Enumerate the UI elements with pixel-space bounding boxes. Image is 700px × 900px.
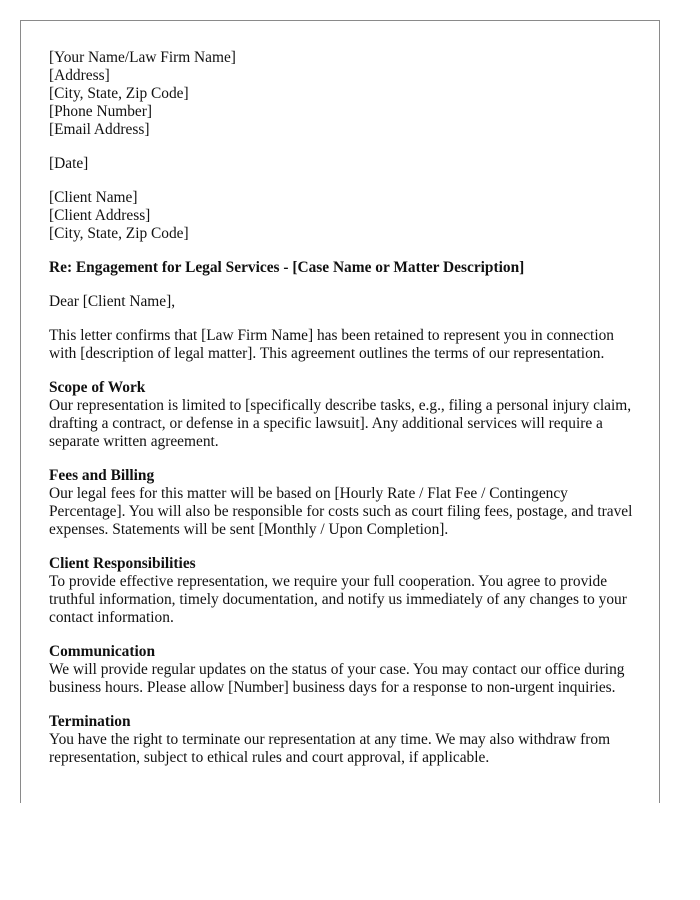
letter-date: [Date] [49,155,89,172]
sender-phone: [Phone Number] [49,103,153,120]
letter-page [20,20,660,803]
section-body: We will provide regular updates on the status of your case. You may contact our office during business hours. Please allow [Number] business days for a response to non-urgent inquiries. [49,661,625,696]
date-block [49,155,639,173]
sender-name: [Your Name/Law Firm Name] [49,49,236,66]
recipient-name: [Client Name] [49,189,138,206]
section-termination [49,713,639,767]
section-communication [49,643,639,697]
section-client-responsibilities [49,555,639,627]
intro-paragraph: This letter confirms that [Law Firm Name] has been retained to represent you in connection with [description of legal matter]. This agreement outlines the terms of our representation. [49,327,614,362]
recipient-city-state-zip: [City, State, Zip Code] [49,225,189,242]
letter-content [49,49,639,767]
section-heading: Client Responsibilities [49,555,196,572]
recipient-address: [Client Address] [49,207,151,224]
section-heading: Fees and Billing [49,467,155,484]
salutation: Dear [Client Name], [49,293,176,310]
section-heading: Termination [49,713,131,730]
sender-block [49,49,639,139]
section-fees-and-billing [49,467,639,539]
sender-email: [Email Address] [49,121,150,138]
sender-city-state-zip: [City, State, Zip Code] [49,85,189,102]
sender-address: [Address] [49,67,110,84]
section-heading: Communication [49,643,156,660]
subject-line: Re: Engagement for Legal Services - [Case Name or Matter Description] [49,259,525,276]
section-heading: Scope of Work [49,379,146,396]
recipient-block [49,189,639,243]
section-body: You have the right to terminate our representation at any time. We may also withdraw from representation, subject to ethical rules and court approval, if applicable. [49,731,611,766]
section-scope-of-work [49,379,639,451]
section-body: Our legal fees for this matter will be based on [Hourly Rate / Flat Fee / Contingency Percentage]. You will also be responsible for costs such as court filing fees, postage, and travel expenses. Statements will be sent [Monthly / Upon Completion]. [49,485,633,538]
section-body: To provide effective representation, we require your full cooperation. You agree to provide truthful information, timely documentation, and notify us immediately of any changes to your contact information. [49,573,627,626]
section-body: Our representation is limited to [specifically describe tasks, e.g., filing a personal injury claim, drafting a contract, or defense in a specific lawsuit]. Any additional services will require a separate written agreement. [49,397,632,450]
